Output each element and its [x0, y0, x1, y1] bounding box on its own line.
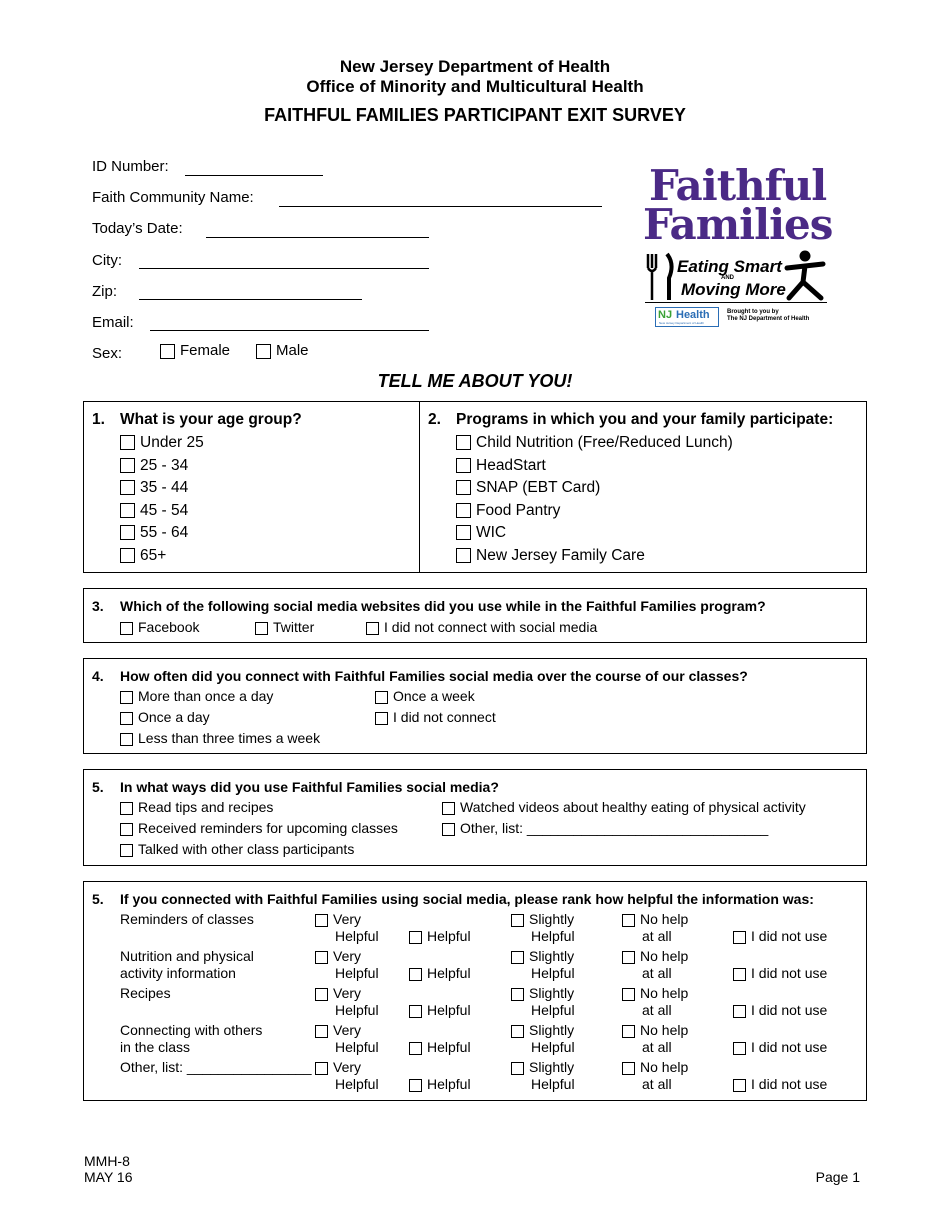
zip-label: Zip:	[92, 283, 118, 300]
did-not-use-option[interactable]: I did not use	[733, 928, 827, 945]
very-helpful-option[interactable]: Very Helpful	[315, 1059, 379, 1093]
q5-option[interactable]: Other, list: _______________________________	[442, 820, 768, 836]
checkbox[interactable]	[733, 1005, 746, 1018]
logo-eating-smart: Eating Smart	[677, 257, 782, 276]
checkbox[interactable]	[120, 823, 133, 836]
q1-q2-divider	[419, 401, 420, 573]
nj-text: NJ	[658, 309, 673, 321]
checkbox[interactable]	[255, 622, 268, 635]
q1-option[interactable]: Under 25	[120, 434, 204, 452]
rank-row-label: Recipes	[120, 985, 171, 1001]
q4-question: How often did you connect with Faithful Families social media over the course of our classes?	[120, 668, 748, 684]
female-checkbox[interactable]	[160, 344, 175, 359]
rank-row-label: Nutrition and physical activity information	[120, 948, 254, 981]
did-not-use-option[interactable]: I did not use	[733, 1002, 827, 1019]
checkbox[interactable]	[456, 548, 471, 563]
checkbox[interactable]	[120, 503, 135, 518]
city-label: City:	[92, 252, 122, 269]
male-label: Male	[276, 342, 309, 359]
did-not-use-option[interactable]: I did not use	[733, 1076, 827, 1093]
checkbox[interactable]	[315, 988, 328, 1001]
checkbox[interactable]	[733, 931, 746, 944]
checkbox[interactable]	[456, 458, 471, 473]
slightly-helpful-option[interactable]: Slightly Helpful	[511, 1059, 575, 1093]
no-help-option[interactable]: No help at all	[622, 1022, 688, 1056]
very-helpful-option[interactable]: Very Helpful	[315, 985, 379, 1019]
checkbox[interactable]	[409, 1042, 422, 1055]
faith-community-label: Faith Community Name:	[92, 189, 254, 206]
logo-and: AND	[721, 275, 734, 281]
checkbox[interactable]	[622, 988, 635, 1001]
q4-option[interactable]: Once a day	[120, 709, 210, 725]
header-agency: New Jersey Department of Health	[339, 57, 611, 76]
checkbox[interactable]	[120, 458, 135, 473]
q5-option[interactable]: Talked with other class participants	[120, 841, 354, 857]
checkbox[interactable]	[733, 1079, 746, 1092]
checkbox[interactable]	[511, 1025, 524, 1038]
checkbox[interactable]	[456, 480, 471, 495]
brought-line2: The NJ Department of Health	[727, 316, 810, 322]
helpful-option[interactable]: Helpful	[409, 1039, 471, 1056]
q1-option[interactable]: 25 - 34	[120, 457, 188, 475]
checkbox[interactable]	[120, 525, 135, 540]
checkbox[interactable]	[409, 1005, 422, 1018]
slightly-helpful-option[interactable]: Slightly Helpful	[511, 911, 575, 945]
faithful-families-logo	[643, 161, 833, 331]
q2-option[interactable]: SNAP (EBT Card)	[456, 479, 600, 497]
checkbox[interactable]	[375, 712, 388, 725]
email-field[interactable]	[150, 330, 429, 331]
checkbox[interactable]	[442, 823, 455, 836]
q4-number: 4.	[92, 668, 104, 684]
checkbox[interactable]	[315, 951, 328, 964]
id-number-label: ID Number:	[92, 158, 169, 175]
very-helpful-option[interactable]: Very Helpful	[315, 911, 379, 945]
q6-question: If you connected with Faithful Families using social media, please rank how helpful the information was:	[120, 891, 814, 907]
logo-faithful: Faithful	[649, 161, 827, 210]
helpful-option[interactable]: Helpful	[409, 1076, 471, 1093]
q5-option[interactable]: Watched videos about healthy eating of physical activity	[442, 799, 806, 815]
checkbox[interactable]	[733, 968, 746, 981]
no-help-option[interactable]: No help at all	[622, 948, 688, 982]
q4-option[interactable]: More than once a day	[120, 688, 273, 704]
logo-moving-more: Moving More	[681, 280, 786, 299]
did-not-use-option[interactable]: I did not use	[733, 965, 827, 982]
q2-option[interactable]: WIC	[456, 524, 506, 542]
checkbox[interactable]	[120, 480, 135, 495]
todays-date-field[interactable]	[206, 237, 429, 238]
q2-question: Programs in which you and your family participate:	[456, 411, 834, 428]
fork-knife-icon	[645, 252, 681, 302]
brought-by-text	[727, 309, 809, 323]
checkbox[interactable]	[120, 844, 133, 857]
q2-option[interactable]: New Jersey Family Care	[456, 547, 645, 565]
page-title: FAITHFUL FAMILIES PARTICIPANT EXIT SURVEY	[264, 105, 686, 125]
helpful-option[interactable]: Helpful	[409, 1002, 471, 1019]
header-office: Office of Minority and Multicultural Health	[306, 77, 644, 96]
no-help-option[interactable]: No help at all	[622, 1059, 688, 1093]
q4-option[interactable]: I did not connect	[375, 709, 496, 725]
checkbox[interactable]	[511, 951, 524, 964]
checkbox[interactable]	[511, 1062, 524, 1075]
q1-option[interactable]: 45 - 54	[120, 502, 188, 520]
checkbox[interactable]	[409, 931, 422, 944]
rank-row-label: Connecting with others in the class	[120, 1022, 263, 1055]
checkbox[interactable]	[456, 503, 471, 518]
q4-option[interactable]: Less than three times a week	[120, 730, 320, 746]
slightly-helpful-option[interactable]: Slightly Helpful	[511, 948, 575, 982]
nj-subtext: New Jersey Department of Health	[659, 321, 705, 325]
page-number: Page 1	[815, 1169, 860, 1185]
rank-row-label: Reminders of classes	[120, 911, 254, 927]
female-label: Female	[180, 342, 231, 359]
todays-date-label: Today’s Date:	[92, 220, 183, 237]
male-checkbox[interactable]	[256, 344, 271, 359]
checkbox[interactable]	[409, 1079, 422, 1092]
checkbox[interactable]	[622, 1025, 635, 1038]
checkbox[interactable]	[511, 914, 524, 927]
rank-row-label: Other, list: ________________	[120, 1059, 312, 1075]
q3-option-twitter[interactable]: Twitter	[255, 619, 314, 635]
q1-question: What is your age group?	[120, 411, 302, 428]
no-help-option[interactable]: No help at all	[622, 911, 688, 945]
faith-community-field[interactable]	[279, 206, 602, 207]
q2-option[interactable]: Food Pantry	[456, 502, 560, 520]
q5-number: 5.	[92, 779, 104, 795]
checkbox[interactable]	[120, 802, 133, 815]
section-title: TELL ME ABOUT YOU!	[377, 371, 573, 391]
nj-health-logo	[655, 307, 719, 327]
q3-number: 3.	[92, 598, 104, 614]
q3-question: Which of the following social media websites did you use while in the Faithful Families program?	[120, 598, 766, 614]
checkbox[interactable]	[120, 548, 135, 563]
zip-field[interactable]	[139, 299, 362, 300]
very-helpful-option[interactable]: Very Helpful	[315, 948, 379, 982]
sex-male-option[interactable]	[256, 342, 309, 359]
brought-line1: Brought to you by	[727, 309, 779, 315]
q2-option[interactable]: HeadStart	[456, 457, 546, 475]
checkbox[interactable]	[315, 1025, 328, 1038]
did-not-use-option[interactable]: I did not use	[733, 1039, 827, 1056]
checkbox[interactable]	[456, 435, 471, 450]
helpful-option[interactable]: Helpful	[409, 928, 471, 945]
q4-option[interactable]: Once a week	[375, 688, 475, 704]
helpful-option[interactable]: Helpful	[409, 965, 471, 982]
checkbox[interactable]	[120, 691, 133, 704]
no-help-option[interactable]: No help at all	[622, 985, 688, 1019]
logo-divider	[645, 302, 827, 303]
sex-female-option[interactable]	[160, 342, 230, 359]
checkbox[interactable]	[120, 435, 135, 450]
q1-option[interactable]: 65+	[120, 547, 166, 565]
checkbox[interactable]	[315, 914, 328, 927]
checkbox[interactable]	[366, 622, 379, 635]
form-code: MMH-8	[84, 1153, 130, 1169]
email-label: Email:	[92, 314, 134, 331]
q1-number: 1.	[92, 411, 105, 428]
checkbox[interactable]	[375, 691, 388, 704]
checkbox[interactable]	[733, 1042, 746, 1055]
q1-option[interactable]: 55 - 64	[120, 524, 188, 542]
checkbox[interactable]	[511, 988, 524, 1001]
checkbox[interactable]	[622, 914, 635, 927]
q1-option[interactable]: 35 - 44	[120, 479, 188, 497]
form-date: MAY 16	[84, 1169, 133, 1185]
q3-option-none[interactable]: I did not connect with social media	[366, 619, 597, 635]
health-text: Health	[676, 309, 710, 321]
checkbox[interactable]	[120, 622, 133, 635]
q2-option[interactable]: Child Nutrition (Free/Reduced Lunch)	[456, 434, 733, 452]
checkbox[interactable]	[622, 1062, 635, 1075]
slightly-helpful-option[interactable]: Slightly Helpful	[511, 985, 575, 1019]
checkbox[interactable]	[409, 968, 422, 981]
logo-families: Families	[643, 200, 833, 249]
checkbox[interactable]	[315, 1062, 328, 1075]
q3-option-facebook[interactable]: Facebook	[120, 619, 199, 635]
id-number-field[interactable]	[185, 175, 323, 176]
q5-option[interactable]: Received reminders for upcoming classes	[120, 820, 398, 836]
q5-question: In what ways did you use Faithful Families social media?	[120, 779, 499, 795]
checkbox[interactable]	[120, 712, 133, 725]
running-figure-icon	[783, 250, 827, 302]
q2-number: 2.	[428, 411, 441, 428]
checkbox[interactable]	[622, 951, 635, 964]
city-field[interactable]	[139, 268, 429, 269]
checkbox[interactable]	[442, 802, 455, 815]
checkbox[interactable]	[120, 733, 133, 746]
very-helpful-option[interactable]: Very Helpful	[315, 1022, 379, 1056]
q5-option[interactable]: Read tips and recipes	[120, 799, 273, 815]
sex-label: Sex:	[92, 345, 123, 362]
q6-number: 5.	[92, 891, 104, 907]
slightly-helpful-option[interactable]: Slightly Helpful	[511, 1022, 575, 1056]
checkbox[interactable]	[456, 525, 471, 540]
